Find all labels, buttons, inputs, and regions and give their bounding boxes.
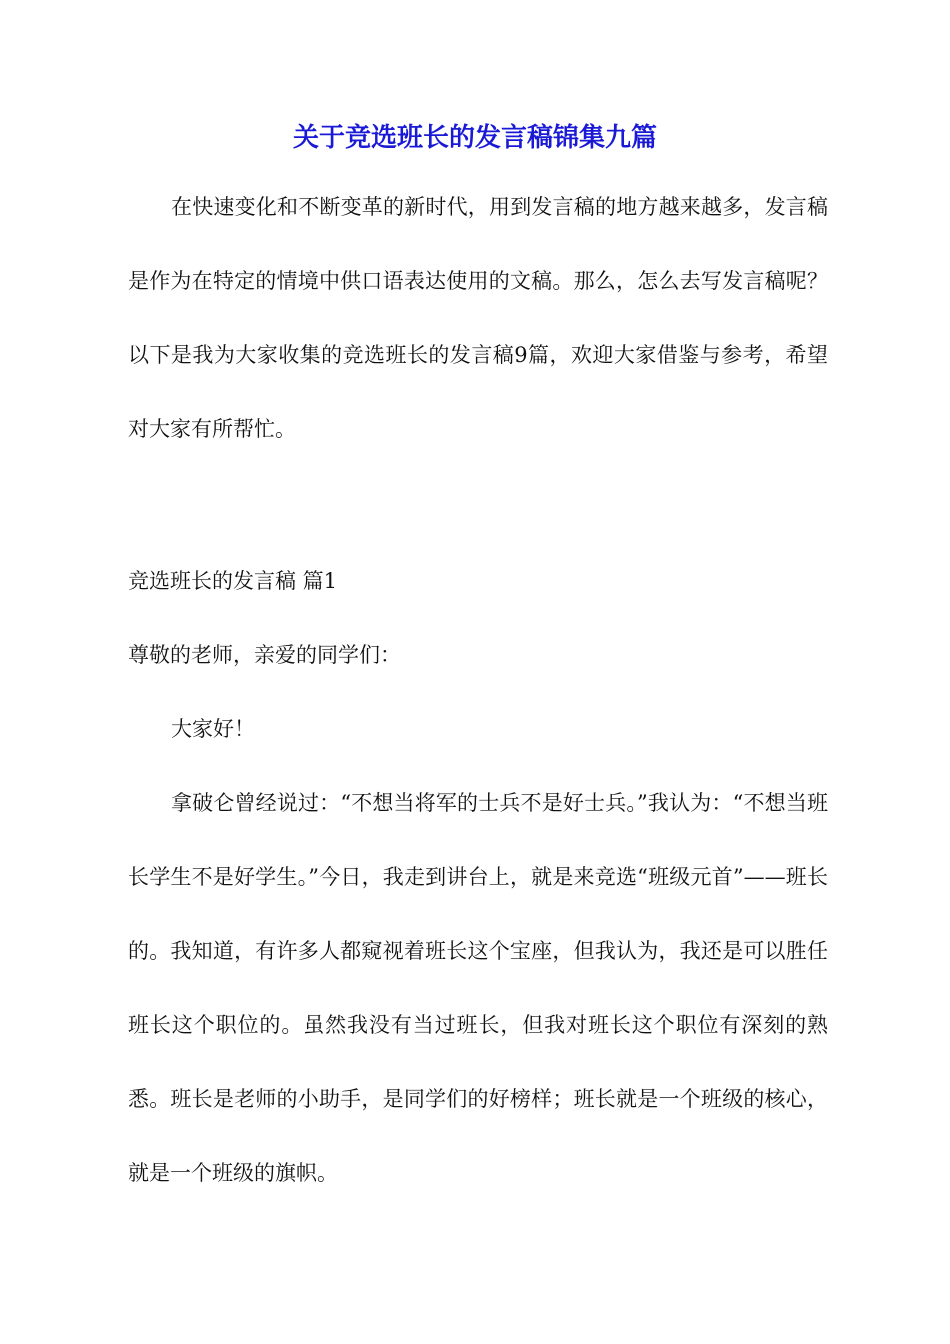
section-heading: 竞选班长的发言稿 篇1: [128, 569, 338, 593]
body-paragraph: 拿破仑曾经说过：“不想当将军的士兵不是好士兵。”我认为：“不想当班长学生不是好学生。”今日，我走到讲台上，就是来竞选“班级元首”——班长的。我知道，有许多人都窥视着班长这个宝座，但我认为，我还是可以胜任班长这个职位的。虽然我没有当过班长，但我对班长这个职位有深刻的熟悉。班长是老师的小助手，是同学们的好榜样；班长就是一个班级的核心，就是一个班级的旗帜。: [128, 791, 828, 1185]
intro-paragraph: 在快速变化和不断变革的新时代，用到发言稿的地方越来越多，发言稿是作为在特定的情境中供口语表达使用的文稿。那么，怎么去写发言稿呢？以下是我为大家收集的竞选班长的发言稿9篇，欢迎大家借鉴与参考，希望对大家有所帮忙。: [128, 195, 828, 441]
salutation-line: 尊敬的老师，亲爱的同学们：: [128, 643, 401, 667]
greeting-line: 大家好！: [171, 717, 255, 741]
document-title: 关于竞选班长的发言稿锦集九篇: [292, 123, 657, 153]
